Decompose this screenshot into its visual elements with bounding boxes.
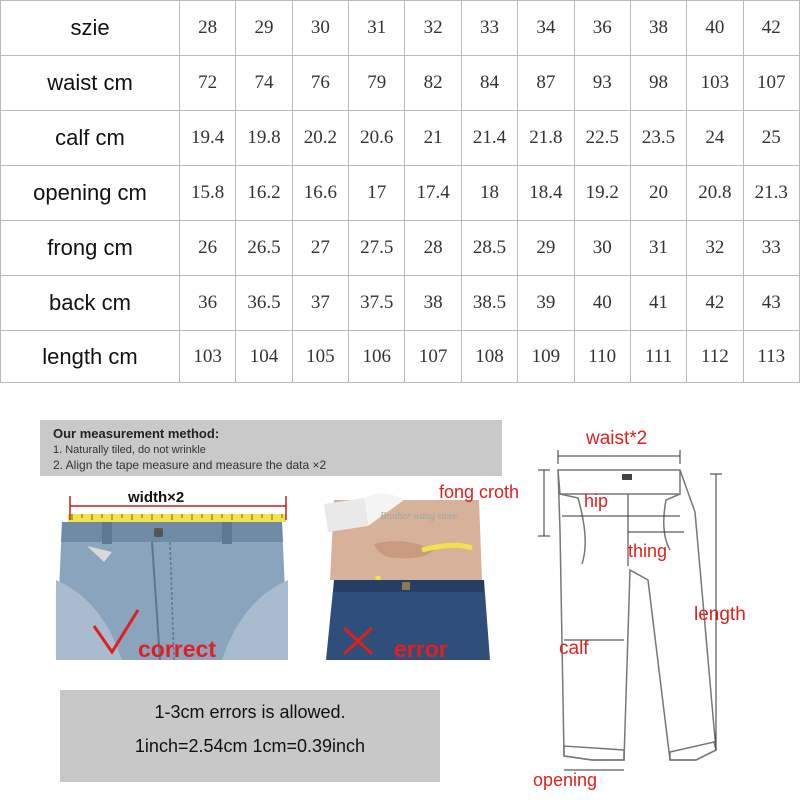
size-table-cell: 21.4: [461, 111, 517, 166]
size-table-cell: 36: [180, 276, 236, 331]
size-table-cell: 28: [405, 221, 461, 276]
size-table-cell: 27.5: [349, 221, 405, 276]
size-table-cell: 29: [518, 221, 574, 276]
size-table-row: [1, 111, 800, 166]
size-table-cell: 30: [574, 221, 630, 276]
size-table-cell: 82: [405, 56, 461, 111]
size-table-row: [1, 1, 800, 56]
size-table-cell: 26.5: [236, 221, 292, 276]
correct-measurement-photo: [42, 480, 300, 660]
size-table-cell: 103: [180, 331, 236, 383]
size-table-cell: 21.3: [743, 166, 799, 221]
hip-label: hip: [584, 491, 609, 511]
size-table-cell: 20.2: [292, 111, 348, 166]
correct-label: correct: [138, 636, 216, 662]
size-table-cell: 19.2: [574, 166, 630, 221]
size-table-cell: 32: [687, 221, 743, 276]
size-table-cell: 38.5: [461, 276, 517, 331]
size-table-cell: 30: [292, 1, 348, 56]
size-table-cell: 24: [687, 111, 743, 166]
size-table-row: [1, 166, 800, 221]
size-table-cell: 22.5: [574, 111, 630, 166]
size-table-row: [1, 221, 800, 276]
size-table-cell: 15.8: [180, 166, 236, 221]
method-step-1: 1. Naturally tiled, do not wrinkle: [53, 444, 206, 456]
size-table-row: [1, 276, 800, 331]
row-label: frong cm: [1, 221, 180, 276]
opening-label: opening: [533, 770, 598, 790]
size-table-cell: 84: [461, 56, 517, 111]
thing-label: thing: [628, 541, 668, 561]
size-table-cell: 17.4: [405, 166, 461, 221]
error-measurement-photo: [304, 480, 504, 660]
size-table-cell: 19.4: [180, 111, 236, 166]
tolerance-text: 1-3cm errors is allowed.: [154, 702, 346, 722]
row-label: calf cm: [1, 111, 180, 166]
size-table-row: [1, 56, 800, 111]
size-table-cell: 39: [518, 276, 574, 331]
size-table-cell: 16.6: [292, 166, 348, 221]
method-title: Our measurement method:: [53, 426, 220, 441]
size-table-cell: 23.5: [630, 111, 686, 166]
size-table-cell: 40: [574, 276, 630, 331]
size-table-cell: 87: [518, 56, 574, 111]
size-table-cell: 17: [349, 166, 405, 221]
size-table-cell: 31: [630, 221, 686, 276]
size-table: [0, 0, 800, 383]
calf-label: calf: [559, 638, 589, 659]
size-table-cell: 113: [743, 331, 799, 383]
size-table-cell: 40: [687, 1, 743, 56]
size-table-cell: 20.8: [687, 166, 743, 221]
watermark: Brother wang store: [380, 511, 458, 522]
size-table-cell: 26: [180, 221, 236, 276]
size-table-cell: 18: [461, 166, 517, 221]
size-table-cell: 43: [743, 276, 799, 331]
error-label: error: [394, 636, 448, 662]
size-table-cell: 104: [236, 331, 292, 383]
size-table-cell: 111: [630, 331, 686, 383]
length-label: length: [694, 604, 746, 625]
size-table-row: [1, 331, 800, 383]
size-table-cell: 42: [687, 276, 743, 331]
size-table-cell: 38: [630, 1, 686, 56]
size-table-cell: 20.6: [349, 111, 405, 166]
size-table-cell: 42: [743, 1, 799, 56]
size-table-cell: 103: [687, 56, 743, 111]
size-table-cell: 110: [574, 331, 630, 383]
size-table-cell: 36: [574, 1, 630, 56]
conversion-text: 1inch=2.54cm 1cm=0.39inch: [134, 736, 366, 756]
size-table-cell: 37.5: [349, 276, 405, 331]
fong-croth-label: fong croth: [439, 482, 520, 502]
size-table-cell: 41: [630, 276, 686, 331]
size-table-cell: 74: [236, 56, 292, 111]
size-table-cell: 109: [518, 331, 574, 383]
size-table-cell: 76: [292, 56, 348, 111]
row-label: waist cm: [1, 56, 180, 111]
measurement-method-banner: [40, 420, 502, 476]
size-table-cell: 21: [405, 111, 461, 166]
size-table-cell: 33: [743, 221, 799, 276]
size-table-cell: 27: [292, 221, 348, 276]
width-label: width×2: [128, 489, 185, 506]
size-table-cell: 19.8: [236, 111, 292, 166]
size-table-cell: 34: [518, 1, 574, 56]
size-table-cell: 29: [236, 1, 292, 56]
size-table-cell: 21.8: [518, 111, 574, 166]
row-label: szie: [1, 1, 180, 56]
size-table-cell: 33: [461, 1, 517, 56]
size-table-cell: 108: [461, 331, 517, 383]
row-label: length cm: [1, 331, 180, 383]
tolerance-note: [60, 690, 440, 782]
row-label: back cm: [1, 276, 180, 331]
size-table-cell: 112: [687, 331, 743, 383]
size-table-cell: 107: [743, 56, 799, 111]
size-table-cell: 31: [349, 1, 405, 56]
waist-label: waist*2: [586, 428, 648, 449]
method-step-2: 2. Align the tape measure and measure the data ×2: [53, 458, 327, 472]
size-table-cell: 72: [180, 56, 236, 111]
size-table-cell: 36.5: [236, 276, 292, 331]
row-label: opening cm: [1, 166, 180, 221]
size-table-cell: 79: [349, 56, 405, 111]
size-table-cell: 106: [349, 331, 405, 383]
size-table-cell: 20: [630, 166, 686, 221]
size-table-cell: 16.2: [236, 166, 292, 221]
size-table-cell: 32: [405, 1, 461, 56]
size-table-cell: 105: [292, 331, 348, 383]
size-table-cell: 28.5: [461, 221, 517, 276]
size-table-cell: 93: [574, 56, 630, 111]
pants-diagram: [520, 420, 800, 800]
size-table-cell: 38: [405, 276, 461, 331]
size-table-cell: 98: [630, 56, 686, 111]
size-table-cell: 107: [405, 331, 461, 383]
size-table-cell: 28: [180, 1, 236, 56]
size-table-cell: 18.4: [518, 166, 574, 221]
size-table-cell: 25: [743, 111, 799, 166]
size-table-cell: 37: [292, 276, 348, 331]
